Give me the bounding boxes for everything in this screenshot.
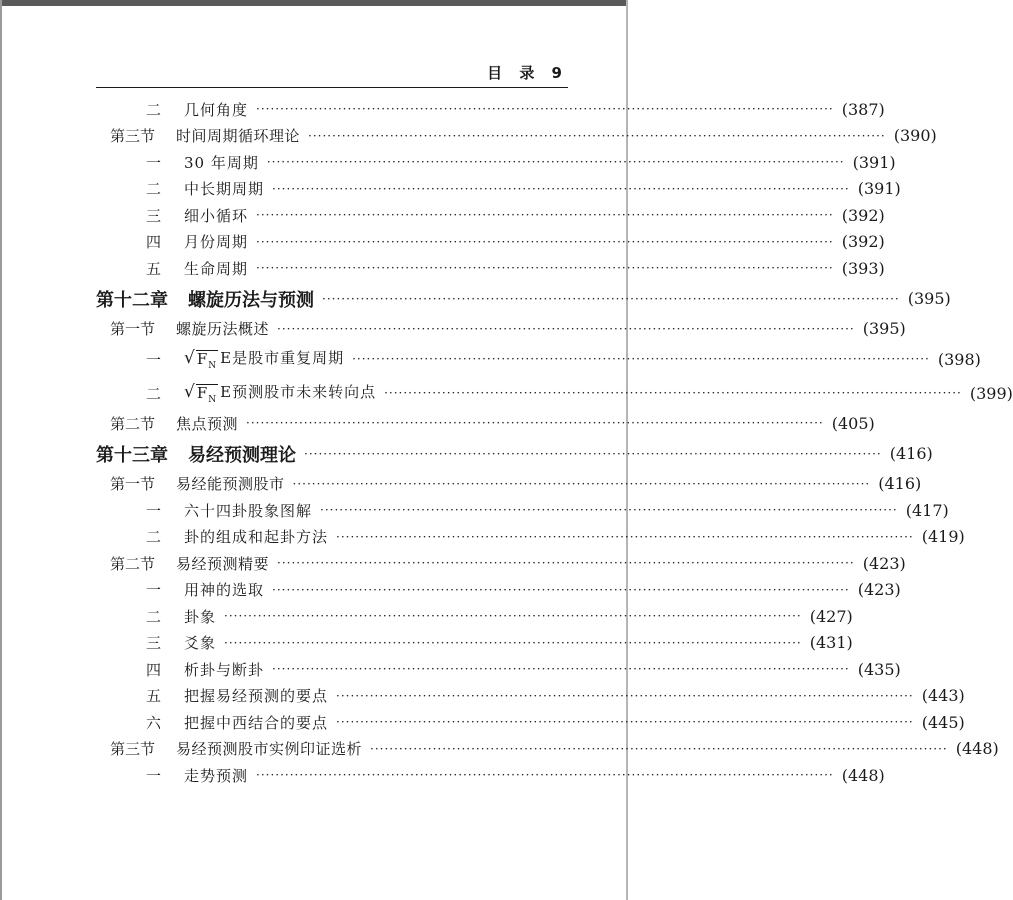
toc-entry-page: (391) — [857, 179, 901, 199]
toc-entry-item — [96, 709, 965, 736]
dot-leader: ························································································································ — [256, 261, 834, 276]
toc-entry-item — [96, 656, 901, 683]
toc-entry-section — [96, 410, 875, 437]
dot-leader: ························································································································ — [256, 768, 834, 783]
toc-entry-number: 一 — [146, 153, 162, 172]
toc-entry-item — [96, 229, 885, 256]
toc-entry-title: 卦的组成和起卦方法 — [184, 528, 329, 547]
toc-entry-number: 五 — [146, 259, 162, 278]
toc-entry-page: (416) — [878, 474, 922, 494]
dot-leader: ························································································································ — [370, 741, 948, 756]
toc-entry-number: 第二节 — [110, 554, 156, 573]
sqrt-sign-icon: √ — [184, 381, 196, 402]
toc-entry-title: 把握中西结合的要点 — [184, 713, 329, 732]
dot-leader: ························································································································ — [256, 234, 834, 249]
dot-leader: ························································································································ — [272, 582, 850, 597]
toc-entry-title: 易经能预测股市 — [176, 475, 285, 494]
dot-leader: ························································································································ — [384, 386, 962, 400]
dot-leader: ························································································································ — [352, 352, 930, 366]
toc-entry-title: 易经预测精要 — [176, 554, 270, 573]
toc-entry-number: 一 — [146, 581, 162, 600]
toc-entry-chapter — [96, 282, 951, 316]
toc-entry-number: 第一节 — [110, 320, 156, 339]
toc-entry-title: 月份周期 — [184, 233, 249, 252]
dot-leader: ························································································································ — [336, 529, 914, 544]
toc-entry-item — [96, 255, 885, 282]
toc-entry-title: 卦象 — [184, 607, 217, 626]
toc-entry-number: 二 — [146, 180, 162, 199]
toc-entry-title: 析卦与断卦 — [184, 660, 265, 679]
dot-leader: ························································································································ — [246, 416, 824, 431]
toc-entry-item — [96, 376, 1013, 410]
toc-entry-section — [96, 471, 922, 498]
toc-entry-title: 螺旋历法与预测 — [188, 289, 314, 311]
toc-entry-title: 爻象 — [184, 634, 217, 653]
toc-entry-page: (445) — [921, 712, 965, 732]
toc-entry-number: 第一节 — [110, 475, 156, 494]
toc-entry-item — [96, 149, 896, 176]
toc-entry-page: (391) — [852, 152, 896, 172]
sqrt-formula — [184, 381, 218, 406]
toc-entry-item — [96, 176, 901, 203]
toc-entry-number: 第三节 — [110, 740, 156, 759]
header-title: 目 录 9 — [487, 64, 568, 82]
toc-entry-page: (387) — [841, 99, 885, 119]
toc-entry-number: 第二节 — [110, 414, 156, 433]
toc-entry-title: 30 年周期 — [184, 153, 259, 172]
toc-entry-number: 第十二章 — [96, 289, 168, 311]
dot-leader: ························································································································ — [224, 635, 802, 650]
toc-entry-number: 五 — [146, 687, 162, 706]
toc-entry-item — [96, 96, 885, 123]
toc-entry-title: 时间周期循环理论 — [176, 127, 301, 146]
toc-entry-title: 走势预测 — [184, 766, 249, 785]
dot-leader: ························································································································ — [266, 155, 845, 170]
page-header — [96, 60, 568, 88]
toc-entry-number: 一 — [146, 501, 162, 520]
toc-entry-title: √ $F_N$ E预测股市未来转向点 — [184, 381, 377, 405]
dot-leader: ························································································································ — [277, 321, 855, 336]
toc-entry-number: 二 — [146, 100, 162, 119]
sqrt-sign-icon: √ — [184, 347, 196, 368]
toc-entry-title: 几何角度 — [184, 100, 249, 119]
header-rule — [96, 87, 568, 88]
dot-leader: ························································································································ — [256, 102, 834, 117]
toc-entry-page: (399) — [969, 383, 1013, 403]
toc-entry-page: (395) — [907, 289, 951, 308]
toc-entry-number: 四 — [146, 660, 162, 679]
toc-entry-number: 第三节 — [110, 127, 156, 146]
toc-entry-page: (419) — [921, 527, 965, 547]
toc-entry-item — [96, 577, 901, 604]
toc-entry-page: (392) — [841, 232, 885, 252]
toc-entry-number: 六 — [146, 713, 162, 732]
dot-leader: ························································································································ — [308, 128, 886, 143]
toc-entry-page: (423) — [857, 580, 901, 600]
toc-entry-item — [96, 683, 965, 710]
sqrt-radicand: $F_N$ — [196, 349, 218, 371]
sqrt-radicand: $F_N$ — [196, 383, 218, 405]
dot-leader: ························································································································ — [292, 476, 871, 491]
toc-entry-title: 把握易经预测的要点 — [184, 687, 329, 706]
toc-entry-page: (395) — [862, 319, 906, 339]
toc-entry-page: (448) — [841, 765, 885, 785]
toc-entry-item — [96, 497, 949, 524]
toc-entry-page: (393) — [841, 258, 885, 278]
toc-entry-page: (435) — [857, 659, 901, 679]
toc-entry-page: (448) — [955, 739, 999, 759]
toc-entry-section — [96, 123, 937, 150]
toc-entry-title: 易经预测理论 — [188, 444, 296, 466]
toc-entry-item — [96, 630, 853, 657]
toc-entry-title: √ $F_N$ E是股市重复周期 — [184, 347, 345, 371]
toc-entry-item — [96, 342, 981, 376]
toc-entry-page: (427) — [809, 606, 853, 626]
toc-entry-page: (398) — [937, 349, 981, 369]
toc-entry-title: 易经预测股市实例印证选析 — [176, 740, 363, 759]
toc-entry-section — [96, 736, 999, 763]
toc-entry-page: (405) — [831, 413, 875, 433]
toc-entry-number: 二 — [146, 607, 162, 626]
toc-entry-number: 二 — [146, 528, 162, 547]
toc-entry-page: (417) — [905, 500, 949, 520]
toc-entry-page: (390) — [893, 126, 937, 146]
toc-entry-number: 三 — [146, 634, 162, 653]
toc-entry-number: 一 — [146, 350, 162, 369]
dot-leader: ························································································································ — [256, 208, 834, 223]
dot-leader: ························································································································ — [320, 503, 898, 518]
toc-entry-page: (443) — [921, 686, 965, 706]
toc-entry-title: 用神的选取 — [184, 581, 265, 600]
toc-entry-item — [96, 524, 965, 551]
dot-leader: ························································································································ — [322, 291, 900, 306]
toc-entry-section — [96, 316, 906, 343]
page-top-edge — [0, 0, 628, 6]
toc-entry-number: 四 — [146, 233, 162, 252]
toc-entry-number: 二 — [146, 384, 162, 403]
dot-leader: ························································································································ — [336, 715, 914, 730]
dot-leader: ························································································································ — [277, 556, 855, 571]
toc-entry-number: 一 — [146, 766, 162, 785]
dot-leader: ························································································································ — [272, 181, 850, 196]
toc-entry-title: 六十四卦股象图解 — [184, 501, 313, 520]
dot-leader: ························································································································ — [272, 662, 850, 677]
sqrt-formula — [184, 347, 218, 372]
toc-entry-title: 螺旋历法概述 — [176, 320, 270, 339]
toc-entry-number: 第十三章 — [96, 444, 168, 466]
toc-entry-title: 中长期周期 — [184, 180, 265, 199]
toc-entry-title: 焦点预测 — [176, 414, 239, 433]
toc-entry-page: (423) — [862, 553, 906, 573]
toc-entry-number: 三 — [146, 206, 162, 225]
toc-entry-page: (416) — [889, 444, 933, 463]
toc-entry-item — [96, 762, 885, 789]
toc-entry-item — [96, 603, 853, 630]
toc-entry-page: (392) — [841, 205, 885, 225]
toc-entry-chapter — [96, 437, 933, 471]
toc-entry-page: (431) — [809, 633, 853, 653]
table-of-contents — [96, 96, 1013, 789]
toc-entry-title: 生命周期 — [184, 259, 249, 278]
page-left-edge — [0, 0, 2, 900]
dot-leader: ························································································································ — [304, 446, 882, 461]
toc-entry-section — [96, 550, 906, 577]
dot-leader: ························································································································ — [336, 688, 914, 703]
toc-entry-title: 细小循环 — [184, 206, 249, 225]
toc-entry-item — [96, 202, 885, 229]
dot-leader: ························································································································ — [224, 609, 802, 624]
